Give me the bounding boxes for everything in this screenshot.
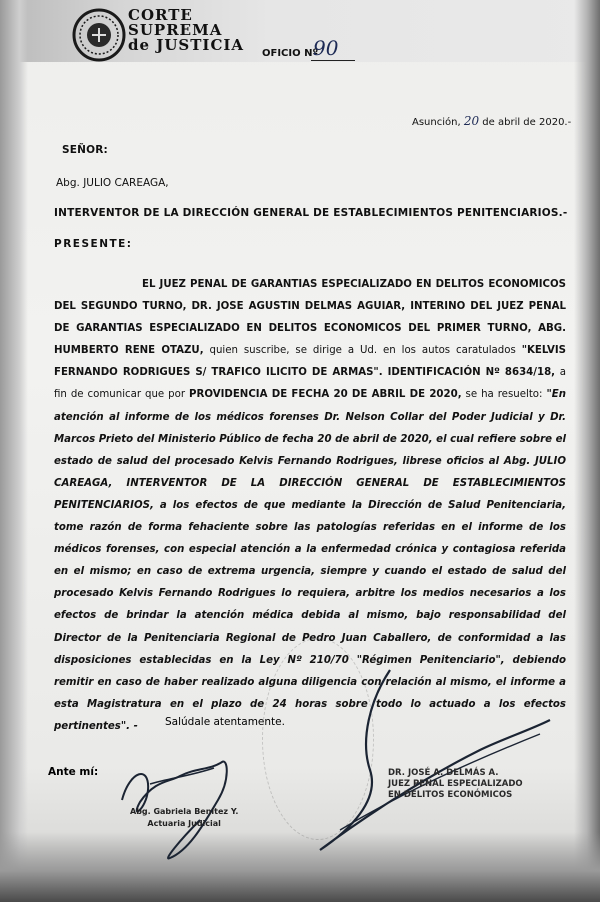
right-signature-icon: [300, 660, 560, 860]
body-text-2: a fin de comunicar que por: [54, 367, 566, 401]
body-text-3: se ha resuelto:: [465, 389, 543, 401]
oficio-underline: [311, 60, 355, 61]
left-signer-name: Abg. Gabriela Benítez Y.: [130, 807, 239, 816]
oficio-number: 90: [313, 36, 339, 60]
right-signer-title: JUEZ PENAL ESPECIALIZADO: [388, 779, 523, 789]
scan-shadow-left: [0, 0, 28, 902]
salutation: SEÑOR:: [62, 144, 108, 156]
date-day: 20: [463, 114, 480, 128]
ante-mi-label: Ante mí:: [48, 766, 99, 778]
document-date: [412, 114, 571, 128]
case-title: "KELVIS FERNANDO RODRIGUES S/ TRAFICO ILICITO DE ARMAS". IDENTIFICACIÓN Nº 8634/18,: [54, 345, 566, 379]
letterhead-brand: [128, 8, 244, 53]
brand-line-1: CORTE: [128, 6, 193, 24]
right-signer-name: DR. JOSÉ A. DELMÁS A.: [388, 768, 499, 778]
left-signature-icon: [110, 740, 260, 870]
left-signature-block: [130, 806, 238, 830]
right-signer-sub: EN DELITOS ECONÓMICOS: [388, 790, 513, 800]
closing-text: Salúdale atentamente.: [165, 716, 285, 728]
date-prefix: Asunción,: [412, 117, 461, 128]
brand-line-2: SUPREMA: [128, 21, 223, 39]
body-intro: EL JUEZ PENAL DE GARANTIAS ESPECIALIZADO EN DELITOS ECONOMICOS DEL SEGUNDO TURNO, DR. JOSE AGUSTIN DELMAS AGUIAR, INTERINO DEL JUEZ PENAL DE GARANTIAS ESPECIALIZADO EN DELITOS ECONOMICOS DEL PRIMER TURNO, ABG. HUMBERTO RENE OTAZU,: [54, 279, 566, 357]
right-signature-block: [388, 768, 523, 801]
oficio-label: OFICIO Nº: [262, 48, 319, 59]
providence-date: PROVIDENCIA DE FECHA 20 DE ABRIL DE 2020,: [189, 389, 462, 401]
court-seal-icon: [72, 8, 126, 62]
date-rest: de abril de 2020.-: [482, 117, 572, 128]
resolution-quote: "En atención al informe de los médicos forenses Dr. Nelson Collar del Poder Judicial y Dr. Marcos Prieto del Ministerio Público de fecha 20 de abril de 2020, el cual refiere sobre el estado de salud del procesado Kelvis Fernando Rodrigues, librese oficios al Abg. JULIO CAREAGA, INTERVENTOR DE LA DIRECCIÓN GENERAL DE ESTABLECIMIENTOS PENITENCIARIOS, a los efectos de que mediante la Dirección de Salud Penitenciaria, tome razón de forma fehaciente sobre las patologías referidas en el informe de los médicos forenses, con especial atención a la enfermedad crónica y contagiosa referida en el mismo; en caso de extrema urgencia, siempre y cuando el estado de salud del procesado Kelvis Fernando Rodrigues lo requiera, arbitre los medios necesarios a los efectos de brindar la atención médica debida al mismo, bajo responsabilidad del Director de la Penitenciaria Regional de Pedro Juan Caballero, de conformidad a las disposiciones establecidas en la Ley Nº 210/70 "Régimen Penitenciario", debiendo remitir en caso de haber realizado alguna diligencia con relación al mismo, el informe a esta Magistratura en el plazo de 24 horas sobre todo lo actuado a los efectos pertinentes". -: [54, 389, 566, 732]
body-text-1: quien suscribe, se dirige a Ud. en los autos caratulados: [209, 345, 516, 357]
brand-line-3: de JUSTICIA: [128, 36, 245, 54]
recipient-name: Abg. JULIO CAREAGA,: [56, 177, 169, 189]
presente-label: PRESENTE:: [54, 238, 133, 250]
scan-shadow-right: [574, 0, 600, 902]
left-signer-title: Actuaria Judicial: [147, 819, 221, 828]
recipient-role: INTERVENTOR DE LA DIRECCIÓN GENERAL DE ESTABLECIMIENTOS PENITENCIARIOS.-: [54, 207, 568, 219]
